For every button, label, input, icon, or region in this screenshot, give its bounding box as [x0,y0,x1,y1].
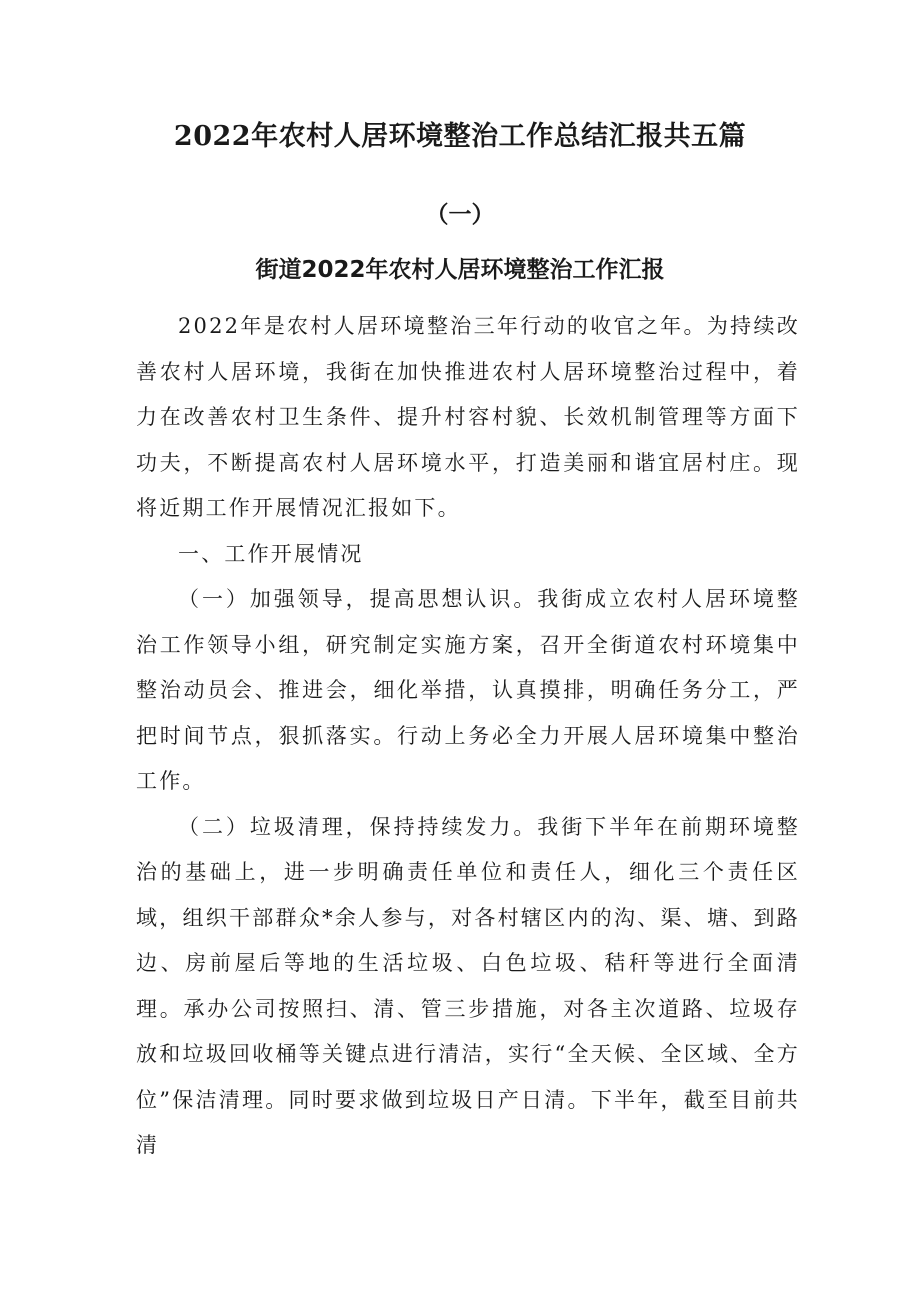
paragraph-leadership: （一）加强领导，提高思想认识。我街成立农村人居环境整治工作领导小组，研究制定实施方案，召开全街道农村环境集中整治动员会、推进会，细化举措，认真摸排，明确任务分工，严把时间节点，狠抓落实。行动上务必全力开展人居环境集中整治工作。 [136,587,800,793]
paragraph-garbage-cleanup: （二）垃圾清理，保持持续发力。我街下半年在前期环境整治的基础上，进一步明确责任单位和责任人，细化三个责任区域，组织干部群众*余人参与，对各村辖区内的沟、渠、塘、到路边、房前屋后等地的生活垃圾、白色垃圾、秸秆等进行全面清理。承办公司按照扫、清、管三步措施，对各主次道路、垃圾存放和垃圾回收桶等关键点进行清洁，实行“全天候、全区域、全方位”保洁清理。同时要求做到垃圾日产日清。下半年，截至目前共清 [136,814,800,1157]
paragraph-intro: 2022年是农村人居环境整治三年行动的收官之年。为持续改善农村人居环境，我街在加快推进农村人居环境整治过程中，着力在改善农村卫生条件、提升村容村貌、长效机制管理等方面下功夫，不断提高农村人居环境水平，打造美丽和谐宜居村庄。现将近期工作开展情况汇报如下。 [136,314,800,520]
section-title: 街道2022年农村人居环境整治工作汇报 [255,257,665,283]
section-number: （一） [425,202,495,228]
heading-work-status: 一、工作开展情况 [178,541,364,566]
document-title: 2022年农村人居环境整治工作总结汇报共五篇 [173,121,747,152]
body-text [136,304,800,1169]
